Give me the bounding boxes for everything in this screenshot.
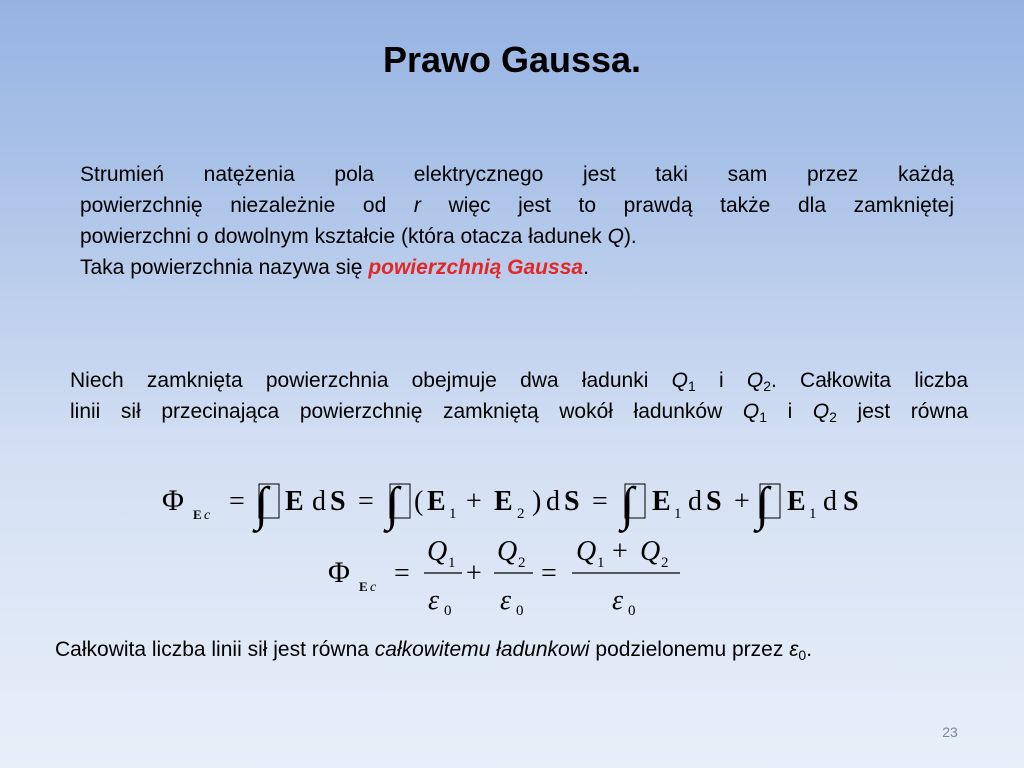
vector-e1: E (787, 486, 806, 517)
phi-subscript-c: c (204, 508, 211, 523)
epsilon-symbol: ε (500, 585, 512, 616)
vector-s: S (706, 486, 722, 517)
differential-d: d (823, 486, 837, 517)
differential-d: d (546, 486, 560, 517)
integral-box-icon (259, 484, 279, 518)
vector-e: E (285, 486, 304, 517)
slide-number: 23 (942, 724, 958, 740)
text-segment: powierzchnię niezależnie od (80, 194, 414, 217)
gauss-surface-term: powierzchnią Gaussa (368, 256, 584, 279)
text-segment: . (583, 256, 589, 279)
closed-integral-icon: ∫ (255, 478, 269, 531)
text-segment: i (695, 369, 747, 392)
subscript: 1 (759, 409, 767, 425)
text-segment: powierzchni o dowolnym kształcie (która otacza ładunek (80, 225, 608, 248)
charge-q1: Q (742, 400, 760, 423)
charge-q2: Q (640, 536, 661, 567)
epsilon-symbol: ε (428, 585, 440, 616)
plus-sign: + (612, 536, 628, 567)
equals-sign: = (229, 486, 245, 517)
vector-e1: E (427, 486, 446, 517)
epsilon-symbol: ε (612, 585, 624, 616)
phi-subscript-c: c (370, 580, 377, 595)
subscript-0: 0 (628, 603, 636, 619)
vector-s: S (564, 486, 580, 517)
charge-q2: Q (812, 400, 830, 423)
conclusion-text (55, 634, 995, 665)
text-segment: linii sił przecinająca powierzchnię zamkniętą wokół ładunków (70, 400, 743, 423)
subscript-0: 0 (516, 603, 524, 619)
subscript-1: 1 (674, 506, 682, 522)
text-segment: Niech zamknięta powierzchnia obejmuje dwa ładunki (70, 369, 672, 392)
subscript-1: 1 (448, 555, 456, 571)
para2-line1 (70, 365, 968, 396)
para2-line2 (70, 396, 968, 427)
text-segment: Całkowita liczba linii sił jest równa (55, 638, 375, 661)
integral-box-icon (625, 484, 645, 518)
charge-q1: Q (576, 536, 597, 567)
para1-line4 (80, 252, 954, 283)
para1-line3 (80, 221, 954, 252)
equals-sign: = (394, 558, 410, 589)
formula-total-flux (162, 478, 859, 533)
vector-e1: E (652, 486, 671, 517)
subscript: 2 (763, 378, 771, 394)
subscript-2: 2 (517, 506, 525, 522)
subscript-1: 1 (809, 506, 817, 522)
variable-r: r (413, 194, 421, 217)
integral-box-icon (390, 484, 410, 518)
epsilon-symbol: ε (789, 638, 799, 661)
closed-integral-icon: ∫ (621, 478, 635, 531)
charge-q1: Q (427, 536, 448, 567)
slide-title: Prawo Gaussa. (382, 39, 642, 80)
right-paren: ) (532, 486, 542, 517)
text-segment: i (766, 400, 813, 423)
subscript: 1 (687, 378, 696, 394)
phi-subscript-e: E (193, 507, 202, 522)
text-segment: . Całkowita liczba (771, 369, 969, 392)
subscript-0: 0 (798, 647, 807, 663)
plus-sign: + (466, 486, 482, 517)
text-segment: . (806, 638, 813, 661)
paragraph-two-charges (70, 365, 968, 427)
closed-integral-icon: ∫ (756, 478, 770, 531)
subscript-2: 2 (518, 555, 526, 571)
differential-d: d (312, 486, 326, 517)
formula-flux-charges (328, 536, 680, 619)
vector-e2: E (494, 486, 513, 517)
total-charge-term: całkowitemu ładunkowi (374, 638, 590, 661)
equals-sign: = (541, 558, 557, 589)
charge-q2: Q (746, 369, 764, 392)
text-segment: podzielonemu przez (589, 638, 790, 661)
left-paren: ( (414, 486, 424, 517)
subscript: 2 (829, 409, 837, 425)
equals-sign: = (592, 486, 608, 517)
charge-q2: Q (497, 536, 518, 567)
para1-line2 (80, 190, 954, 221)
integral-box-icon (760, 484, 780, 518)
vector-s: S (330, 486, 346, 517)
subscript-0: 0 (444, 603, 452, 619)
phi-symbol: Φ (162, 484, 184, 517)
phi-subscript-e: E (359, 579, 368, 594)
text-segment: jest równa (836, 400, 969, 423)
subscript-1: 1 (449, 506, 457, 522)
equals-sign: = (358, 486, 374, 517)
plus-sign: + (734, 486, 750, 517)
text-segment: ). (623, 225, 637, 248)
text-segment: Taka powierzchnia nazywa się (80, 256, 369, 279)
charge-q1: Q (671, 369, 688, 392)
text-segment: więc jest to prawdą także dla zamkniętej (420, 194, 955, 217)
vector-s: S (843, 486, 859, 517)
subscript-2: 2 (661, 555, 669, 571)
phi-symbol: Φ (328, 556, 350, 589)
subscript-1: 1 (597, 555, 605, 571)
para1-line1: Strumień natężenia pola elektrycznego jest taki sam przez każdą (80, 163, 954, 186)
closed-integral-icon: ∫ (386, 478, 400, 531)
plus-sign: + (466, 558, 482, 589)
paragraph-flux-definition (80, 159, 954, 283)
differential-d: d (688, 486, 702, 517)
variable-q: Q (607, 225, 624, 248)
